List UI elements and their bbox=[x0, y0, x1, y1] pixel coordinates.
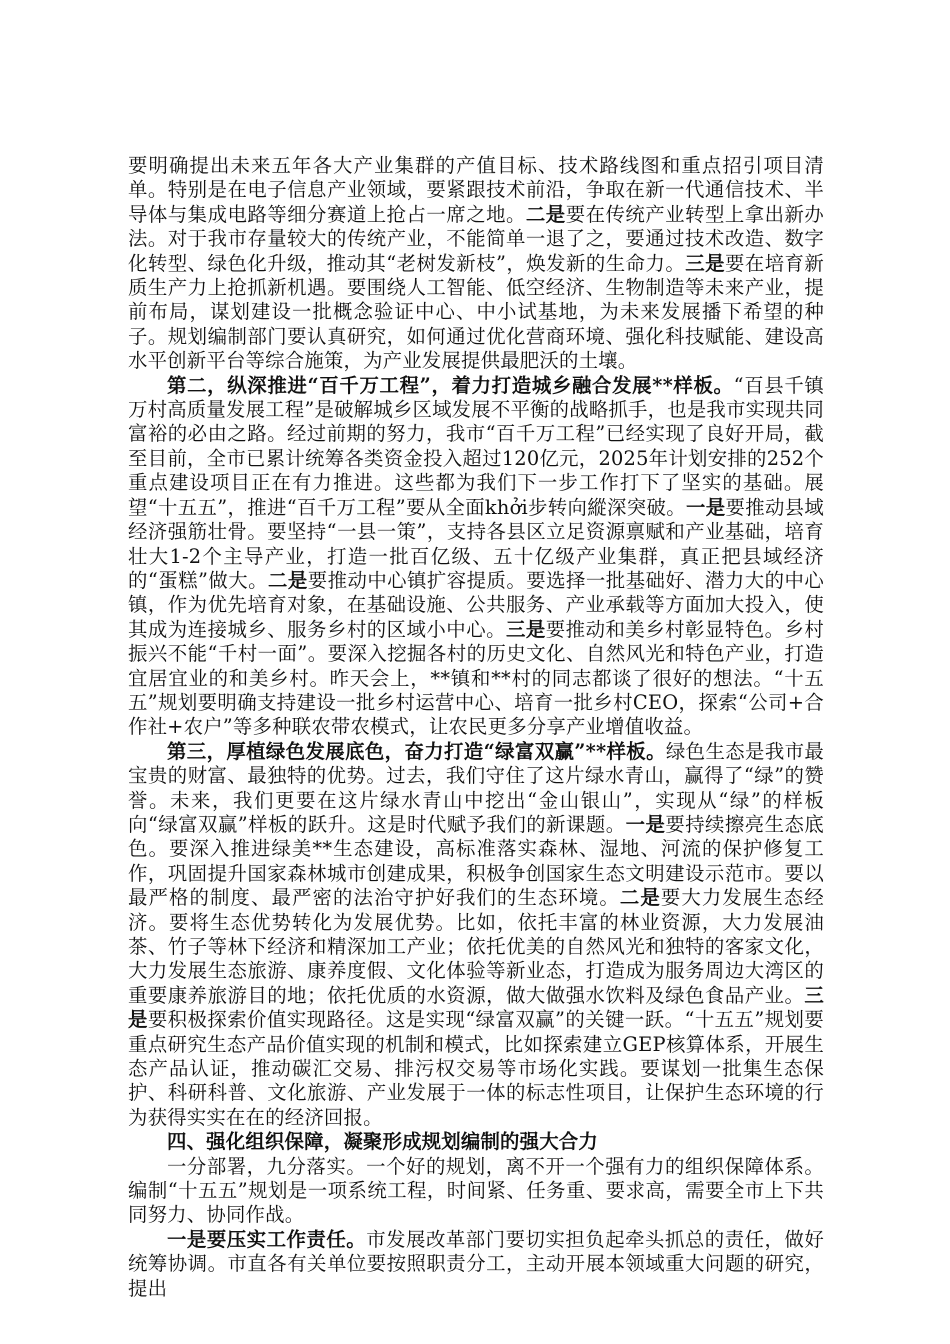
paragraph-text: 绿色生态是我市最宝贵的财富、最独特的优势。过去，我们守住了这片绿水青山，赢得了“绿”的赞誉。未来，我们更要在这片绿水青山中挖出“金山银山”，实现从“绿”的样板向“绿富双赢”样板的跃升。这是时代赋予我们的新课题。 bbox=[128, 739, 824, 836]
emphasis-text: 二是 bbox=[619, 886, 661, 910]
emphasis-text: 四、强化组织保障，凝聚形成规划编制的强大合力 bbox=[167, 1130, 598, 1154]
emphasis-text: 二是 bbox=[525, 202, 566, 226]
body-paragraph bbox=[128, 740, 824, 1131]
body-paragraph bbox=[128, 1228, 824, 1301]
paragraph-text: 要明确提出未来五年各大产业集群的产值目标、技术路线图和重点招引项目清单。特别是在电子信息产业领域，要紧跟技术前沿，争取在新一代通信技术、半导体与集成电路等细分赛道上抢占一席之地。 bbox=[128, 154, 824, 226]
body-paragraph bbox=[128, 1155, 824, 1228]
paragraph-text: 市发展改革部门要切实担负起牵头抓总的责任，做好统筹协调。市直各有关单位要按照职责分工，主动开展本领域重大问题的研究，提出 bbox=[128, 1227, 824, 1300]
paragraph-text: 要持续擦亮生态底色。要深入推进绿美**生态建设，高标准落实森林、湿地、河流的保护修复工作，巩固提升国家森林城市创建成果，积极争创国家生态文明建设示范市。要以最严格的制度、最严密的法治守护好我们的生态环境。 bbox=[128, 812, 824, 910]
emphasis-text: 二是 bbox=[267, 568, 308, 592]
body-paragraph bbox=[128, 154, 824, 374]
emphasis-text: 一是 bbox=[685, 495, 726, 519]
emphasis-text: 一是要压实工作责任。 bbox=[167, 1227, 367, 1251]
paragraph-text: 要在培育新质生产力上抢抓新机遇。要围绕人工智能、低空经济、生物制造等未来产业，提前布局，谋划建设一批概念验证中心、中小试基地，为未来发展播下希望的种子。规划编制部门要认真研究，如何通过优化营商环境、强化科技赋能、建设高水平创新平台等综合施策，为产业发展提供最肥沃的土壤。 bbox=[128, 251, 825, 373]
paragraph-text: 一分部署，九分落实。一个好的规划，离不开一个强有力的组织保障体系。编制“十五五”规划是一项系统工程，时间紧、任务重、要求高，需要全市上下共同努力、协同作战。 bbox=[128, 1154, 824, 1227]
emphasis-text: 一是 bbox=[625, 812, 666, 836]
section-heading bbox=[128, 1130, 824, 1154]
paragraph-text: 要推动中心镇扩容提质。要选择一批基础好、潜力大的中心镇，作为优先培育对象，在基础设施、公共服务、产业承载等方面加大投入，使其成为连接城乡、服务乡村的区域小中心。 bbox=[128, 568, 824, 641]
paragraph-text: 要积极探索价值实现路径。这是实现“绿富双赢”的关键一跃。“十五五”规划要重点研究生态产品价值实现的机制和模式，比如探索建立GEP核算体系，开展生态产品认证，推动碳汇交易、排污权交易等市场化实践。要谋划一批集生态保护、科研科普、文化旅游、产业发展于一体的标志性项目，让保护生态环境的行为获得实实在在的经济回报。 bbox=[128, 1008, 824, 1129]
paragraph-text: 要推动和美乡村彰显特色。乡村振兴不能“千村一面”。要深入挖掘各村的历史文化、自然风光和特色产业，打造宜居宜业的和美乡村。昨天会上，**镇和**村的同志都谈了很好的想法。“十五五”规划要明确支持建设一批乡村运营中心、培育一批乡村CEO，探索“公司+合作社+农户”等多种联农带农模式，让农民更多分享产业增值收益。 bbox=[128, 617, 824, 739]
emphasis-text: 三是 bbox=[685, 251, 725, 275]
paragraph-text: 要在传统产业转型上拿出新办法。对于我市存量较大的传统产业，不能简单一退了之，要通过技术改造、数字化转型、绿色化升级，推动其“老树发新枝”，焕发新的生命力。 bbox=[128, 202, 825, 275]
paragraph-text: 要大力发展生态经济。要将生态优势转化为发展优势。比如，依托丰富的林业资源，大力发展油茶、竹子等林下经济和精深加工产业；依托优美的自然风光和独特的客家文化，大力发展生态旅游、康养度假、文化体验等新业态，打造成为服务周边大湾区的重要康养旅游目的地；依托优质的水资源，做大做强水饮料及绿色食品产业。 bbox=[128, 886, 824, 1007]
paragraph-text: “百县千镇万村高质量发展工程”是破解城乡区域发展不平衡的战略抓手，也是我市实现共同富裕的必由之路。经过前期的努力，我市“百千万工程”已经实现了良好开局，截至目前，全市已累计统筹各类资金投入超过120亿元，2025年计划安排的252个重点建设项目正在有力推进。这些都为我们下一步工作打下了坚实的基础。展望“十五五”，推进“百千万工程”要从全面khởi步转向縱深突破。 bbox=[128, 373, 824, 519]
document-page bbox=[128, 154, 824, 1301]
emphasis-text: 第三，厚植绿色发展底色，奋力打造“绿富双赢”**样板。 bbox=[167, 739, 666, 763]
emphasis-text: 第二，纵深推进“百千万工程”，着力打造城乡融合发展**样板。 bbox=[167, 373, 734, 397]
emphasis-text: 三是 bbox=[505, 617, 546, 641]
paragraph-text: 要推动县域经济强筋壮骨。要坚持“一县一策”，支持各县区立足资源禀赋和产业基础，培育壮大1-2个主导产业，打造一批百亿级、五十亿级产业集群，真正把县域经济的“蛋糕”做大。 bbox=[128, 495, 825, 592]
body-paragraph bbox=[128, 374, 824, 740]
emphasis-text: 三是 bbox=[128, 983, 824, 1032]
